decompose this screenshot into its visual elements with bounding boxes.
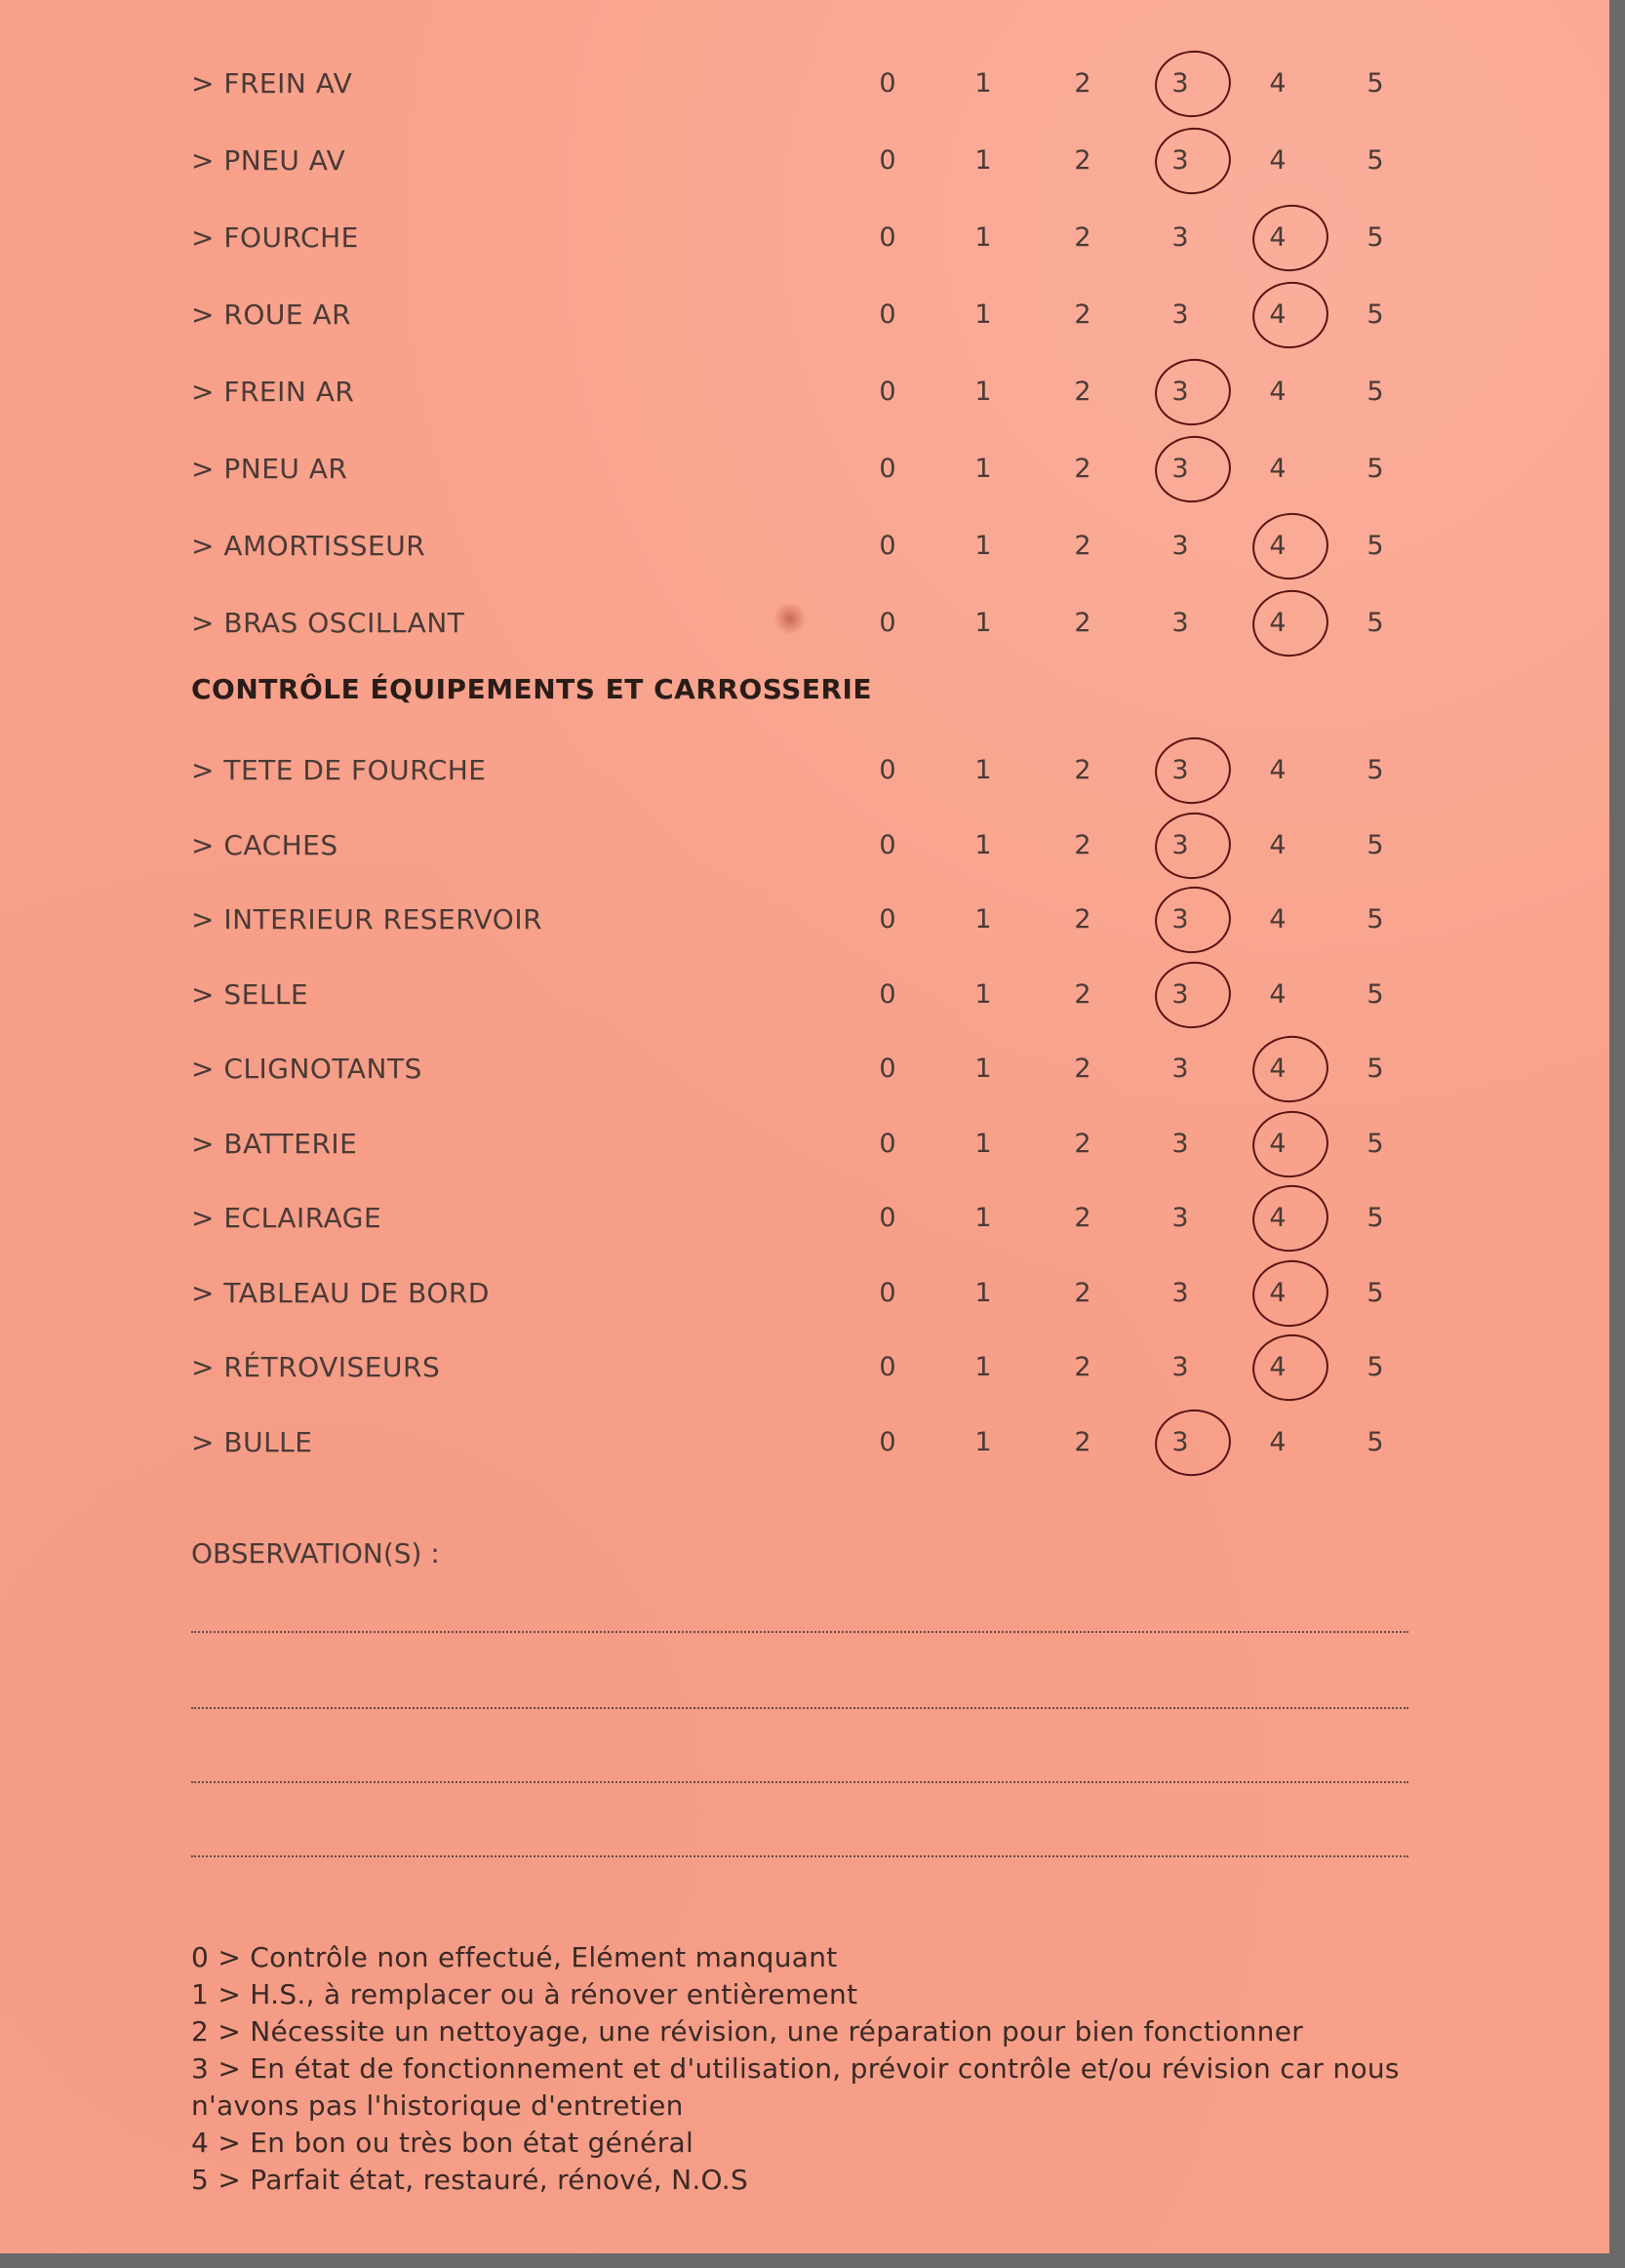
- rating-option-0[interactable]: 0: [879, 68, 896, 99]
- rating-option-1[interactable]: 1: [974, 377, 992, 407]
- check-item-label: > FOURCHE: [191, 221, 359, 254]
- rating-option-4[interactable]: 4: [1269, 829, 1287, 860]
- rating-option-2[interactable]: 2: [1074, 1203, 1091, 1233]
- rating-option-3[interactable]: 3: [1171, 1054, 1189, 1084]
- rating-option-0[interactable]: 0: [879, 531, 896, 561]
- rating-option-4-selected[interactable]: 4: [1248, 1338, 1307, 1397]
- check-row: [0, 440, 1609, 498]
- rating-option-3[interactable]: 3: [1171, 531, 1189, 561]
- rating-option-3[interactable]: 3: [1171, 1352, 1189, 1382]
- rating-option-5[interactable]: 5: [1367, 1128, 1384, 1159]
- rating-option-5[interactable]: 5: [1367, 978, 1384, 1010]
- rating-option-2[interactable]: 2: [1074, 299, 1091, 330]
- rating-option-2[interactable]: 2: [1074, 68, 1091, 99]
- rating-option-4[interactable]: 4: [1269, 904, 1287, 935]
- rating-option-5[interactable]: 5: [1367, 454, 1384, 484]
- check-item-label: > TETE DE FOURCHE: [191, 754, 487, 786]
- rating-option-1[interactable]: 1: [974, 1203, 992, 1233]
- check-row: [0, 1115, 1609, 1174]
- rating-option-4-selected[interactable]: 4: [1248, 1189, 1307, 1248]
- rating-option-4-selected[interactable]: 4: [1248, 1040, 1307, 1098]
- rating-option-2[interactable]: 2: [1074, 978, 1091, 1010]
- check-row: [0, 286, 1609, 344]
- rating-option-2[interactable]: 2: [1074, 454, 1091, 484]
- rating-option-1[interactable]: 1: [974, 829, 992, 860]
- rating-option-0[interactable]: 0: [879, 755, 896, 785]
- section-heading: CONTRÔLE ÉQUIPEMENTS ET CARROSSERIE: [191, 673, 873, 705]
- check-row: [0, 816, 1609, 875]
- rating-option-1[interactable]: 1: [974, 904, 992, 935]
- rating-option-5[interactable]: 5: [1367, 608, 1384, 638]
- check-item-label: > AMORTISSEUR: [191, 530, 426, 562]
- check-item-label: > TABLEAU DE BORD: [191, 1276, 490, 1309]
- rating-option-4-selected[interactable]: 4: [1248, 517, 1307, 576]
- rating-option-0[interactable]: 0: [879, 1054, 896, 1084]
- rating-option-4[interactable]: 4: [1269, 755, 1287, 785]
- check-item-label: > PNEU AV: [191, 144, 346, 177]
- rating-option-2[interactable]: 2: [1074, 904, 1091, 935]
- check-row: [0, 1040, 1609, 1098]
- rating-option-0[interactable]: 0: [879, 377, 896, 407]
- check-row: [0, 594, 1609, 653]
- rating-option-3[interactable]: 3: [1171, 1203, 1189, 1233]
- rating-option-4-selected[interactable]: 4: [1248, 594, 1307, 653]
- rating-option-0[interactable]: 0: [879, 608, 896, 638]
- check-row: [0, 891, 1609, 949]
- rating-option-2[interactable]: 2: [1074, 531, 1091, 561]
- rating-option-5[interactable]: 5: [1367, 222, 1384, 253]
- rating-option-5[interactable]: 5: [1367, 755, 1384, 785]
- rating-option-0[interactable]: 0: [879, 829, 896, 860]
- check-row: [0, 55, 1609, 113]
- rating-option-4[interactable]: 4: [1269, 978, 1287, 1010]
- rating-option-5[interactable]: 5: [1367, 145, 1384, 176]
- check-row: [0, 1413, 1609, 1472]
- observation-line[interactable]: [191, 1855, 1408, 1857]
- rating-option-0[interactable]: 0: [879, 145, 896, 176]
- rating-option-4[interactable]: 4: [1269, 145, 1287, 176]
- rating-option-2[interactable]: 2: [1074, 1277, 1091, 1308]
- legend-line: 4 > En bon ou très bon état général: [191, 2127, 694, 2159]
- rating-option-0[interactable]: 0: [879, 1352, 896, 1382]
- rating-option-5[interactable]: 5: [1367, 1352, 1384, 1382]
- check-row: [0, 1189, 1609, 1248]
- rating-option-5[interactable]: 5: [1367, 531, 1384, 561]
- rating-option-1[interactable]: 1: [974, 1054, 992, 1084]
- rating-option-1[interactable]: 1: [974, 1128, 992, 1159]
- rating-option-1[interactable]: 1: [974, 1277, 992, 1308]
- check-row: [0, 1264, 1609, 1323]
- check-item-label: > BULLE: [191, 1425, 313, 1458]
- legend-line: 1 > H.S., à remplacer ou à rénover entièrement: [191, 1978, 858, 2010]
- rating-option-5[interactable]: 5: [1367, 1054, 1384, 1084]
- rating-option-3[interactable]: 3: [1171, 299, 1189, 330]
- observation-line[interactable]: [191, 1781, 1408, 1783]
- check-item-label: > BRAS OSCILLANT: [191, 607, 465, 639]
- legend-line: 0 > Contrôle non effectué, Elément manquant: [191, 1941, 838, 1973]
- rating-option-1[interactable]: 1: [974, 1352, 992, 1382]
- check-item-label: > CLIGNOTANTS: [191, 1053, 422, 1085]
- check-item-label: > FREIN AV: [191, 67, 353, 99]
- rating-option-0[interactable]: 0: [879, 1203, 896, 1233]
- rating-legend: [191, 1939, 1410, 2199]
- rating-option-5[interactable]: 5: [1367, 1426, 1384, 1457]
- rating-option-1[interactable]: 1: [974, 755, 992, 785]
- rating-option-5[interactable]: 5: [1367, 904, 1384, 935]
- rating-option-2[interactable]: 2: [1074, 1054, 1091, 1084]
- rating-option-3-selected[interactable]: 3: [1151, 440, 1209, 498]
- rating-option-2[interactable]: 2: [1074, 1426, 1091, 1457]
- check-item-label: > ROUE AR: [191, 298, 352, 331]
- rating-option-1[interactable]: 1: [974, 222, 992, 253]
- check-row: [0, 741, 1609, 800]
- rating-option-1[interactable]: 1: [974, 1426, 992, 1457]
- legend-line: 2 > Nécessite un nettoyage, une révision, une réparation pour bien fonctionner: [191, 2015, 1304, 2048]
- rating-option-3[interactable]: 3: [1171, 1277, 1189, 1308]
- legend-line: 3 > En état de fonctionnement et d'utilisation, prévoir contrôle et/ou révision car nous n'avons pas l'historique d'entretien: [191, 2052, 1400, 2122]
- check-row: [0, 966, 1609, 1024]
- rating-option-3-selected[interactable]: 3: [1151, 132, 1209, 190]
- rating-option-2[interactable]: 2: [1074, 829, 1091, 860]
- rating-option-0[interactable]: 0: [879, 454, 896, 484]
- rating-option-2[interactable]: 2: [1074, 608, 1091, 638]
- rating-option-4[interactable]: 4: [1269, 1426, 1287, 1457]
- rating-option-3[interactable]: 3: [1171, 608, 1189, 638]
- legend-line: 5 > Parfait état, restauré, rénové, N.O.S: [191, 2164, 749, 2196]
- rating-option-4-selected[interactable]: 4: [1248, 1115, 1307, 1174]
- rating-option-2[interactable]: 2: [1074, 222, 1091, 253]
- rating-option-1[interactable]: 1: [974, 145, 992, 176]
- rating-option-2[interactable]: 2: [1074, 145, 1091, 176]
- rating-option-2[interactable]: 2: [1074, 1128, 1091, 1159]
- check-row: [0, 517, 1609, 576]
- check-row: [0, 1338, 1609, 1397]
- check-row: [0, 132, 1609, 190]
- check-row: [0, 209, 1609, 267]
- rating-option-2[interactable]: 2: [1074, 755, 1091, 785]
- rating-option-0[interactable]: 0: [879, 1128, 896, 1159]
- check-item-label: > INTERIEUR RESERVOIR: [191, 903, 543, 935]
- rating-option-1[interactable]: 1: [974, 68, 992, 99]
- check-item-label: > FREIN AR: [191, 376, 355, 408]
- check-item-label: > PNEU AR: [191, 453, 348, 485]
- rating-option-3-selected[interactable]: 3: [1151, 1413, 1209, 1472]
- check-row: [0, 363, 1609, 421]
- rating-option-5[interactable]: 5: [1367, 1203, 1384, 1233]
- rating-option-1[interactable]: 1: [974, 299, 992, 330]
- rating-option-5[interactable]: 5: [1367, 377, 1384, 407]
- check-item-label: > CACHES: [191, 828, 338, 861]
- check-item-label: > RÉTROVISEURS: [191, 1351, 441, 1383]
- rating-option-5[interactable]: 5: [1367, 829, 1384, 860]
- rating-option-0[interactable]: 0: [879, 978, 896, 1010]
- observations-label: OBSERVATION(S) :: [191, 1537, 440, 1570]
- rating-option-1[interactable]: 1: [974, 454, 992, 484]
- rating-option-4[interactable]: 4: [1269, 68, 1287, 99]
- observation-line[interactable]: [191, 1631, 1408, 1633]
- rating-option-3-selected[interactable]: 3: [1151, 363, 1209, 421]
- rating-option-2[interactable]: 2: [1074, 377, 1091, 407]
- rating-option-4-selected[interactable]: 4: [1248, 209, 1307, 267]
- rating-option-4-selected[interactable]: 4: [1248, 1264, 1307, 1323]
- check-item-label: > BATTERIE: [191, 1127, 358, 1160]
- rating-option-3-selected[interactable]: 3: [1151, 966, 1209, 1024]
- rating-option-0[interactable]: 0: [879, 222, 896, 253]
- rating-option-0[interactable]: 0: [879, 299, 896, 330]
- rating-option-1[interactable]: 1: [974, 608, 992, 638]
- rating-option-3[interactable]: 3: [1171, 1128, 1189, 1159]
- rating-option-2[interactable]: 2: [1074, 1352, 1091, 1382]
- rating-option-1[interactable]: 1: [974, 531, 992, 561]
- rating-option-3[interactable]: 3: [1171, 222, 1189, 253]
- check-item-label: > ECLAIRAGE: [191, 1202, 382, 1234]
- rating-option-4-selected[interactable]: 4: [1248, 286, 1307, 344]
- rating-option-0[interactable]: 0: [879, 1277, 896, 1308]
- rating-option-4[interactable]: 4: [1269, 454, 1287, 484]
- rating-option-0[interactable]: 0: [879, 904, 896, 935]
- rating-option-3-selected[interactable]: 3: [1151, 891, 1209, 949]
- rating-option-3-selected[interactable]: 3: [1151, 816, 1209, 875]
- check-item-label: > SELLE: [191, 977, 309, 1011]
- rating-option-0[interactable]: 0: [879, 1426, 896, 1457]
- rating-option-3-selected[interactable]: 3: [1151, 55, 1209, 113]
- rating-option-4[interactable]: 4: [1269, 377, 1287, 407]
- rating-option-5[interactable]: 5: [1367, 1277, 1384, 1308]
- rating-option-1[interactable]: 1: [974, 978, 992, 1010]
- observation-line[interactable]: [191, 1707, 1408, 1709]
- rating-option-5[interactable]: 5: [1367, 68, 1384, 99]
- rating-option-3-selected[interactable]: 3: [1151, 741, 1209, 800]
- rating-option-5[interactable]: 5: [1367, 299, 1384, 330]
